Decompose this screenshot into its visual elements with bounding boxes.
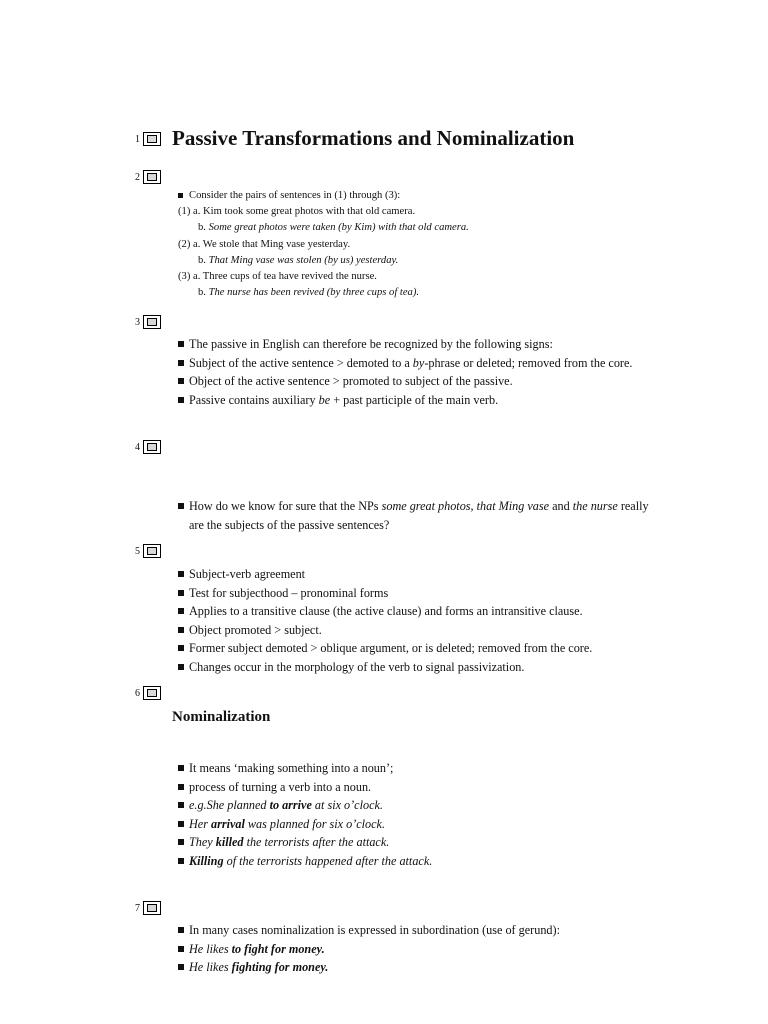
slide-marker-7[interactable] (128, 901, 161, 915)
example-2a: (2) a. We stole that Ming vase yesterday. (178, 238, 351, 250)
slide-number: 3 (135, 316, 140, 328)
list-item: He likes fighting for money. (176, 958, 676, 977)
list-item: Consider the pairs of sentences in (1) through (3): (176, 188, 676, 204)
slide-marker-6[interactable] (128, 686, 161, 700)
slide-marker-3[interactable] (128, 315, 161, 329)
bullet-icon (178, 503, 184, 509)
list-item: They killed the terrorists after the attack. (176, 833, 676, 852)
slide-number: 7 (135, 902, 140, 914)
bullet-icon (178, 821, 184, 827)
bullet-icon (178, 627, 184, 633)
list-item: Former subject demoted > oblique argument, or is deleted; removed from the core. (176, 639, 676, 658)
bullet-icon (178, 378, 184, 384)
example-1b: b. Some great photos were taken (by Kim) with that old camera. (198, 222, 469, 234)
slide-3-content (176, 335, 656, 409)
section-heading: Nominalization (172, 709, 271, 725)
example-3a: (3) a. Three cups of tea have revived the nurse. (178, 271, 377, 283)
bullet-icon (178, 645, 184, 651)
list-item: Passive contains auxiliary be + past participle of the main verb. (176, 391, 656, 410)
slide-thumbnail-icon[interactable] (143, 440, 161, 454)
list-item: Changes occur in the morphology of the verb to signal passivization. (176, 658, 676, 677)
slide-thumbnail-icon[interactable] (143, 132, 161, 146)
slide-6-content (176, 759, 676, 870)
list-item: Object of the active sentence > promoted to subject of the passive. (176, 372, 656, 391)
bullet-icon (178, 193, 183, 198)
list-item: He likes to fight for money. (176, 940, 676, 959)
list-item: How do we know for sure that the NPs some great photos, that Ming vase and the nurse really are the subjects of the passive sentences? (176, 497, 666, 534)
bullet-icon (178, 397, 184, 403)
list-item: Object promoted > subject. (176, 621, 676, 640)
slide-5-content (176, 565, 676, 676)
slide-thumbnail-icon[interactable] (143, 170, 161, 184)
slide-marker-2[interactable] (128, 170, 161, 184)
slide-marker-1[interactable] (128, 132, 161, 146)
list-item: Her arrival was planned for six o’clock. (176, 815, 676, 834)
list-item: Killing of the terrorists happened after the attack. (176, 852, 676, 871)
page-title: Passive Transformations and Nominalization (172, 126, 575, 150)
slide-thumbnail-icon[interactable] (143, 544, 161, 558)
slide-2-content (176, 188, 676, 301)
slide-thumbnail-icon[interactable] (143, 901, 161, 915)
list-item: Applies to a transitive clause (the active clause) and forms an intransitive clause. (176, 602, 676, 621)
slide-thumbnail-icon[interactable] (143, 315, 161, 329)
slide-7-content (176, 921, 676, 977)
bullet-icon (178, 839, 184, 845)
bullet-icon (178, 341, 184, 347)
bullet-icon (178, 590, 184, 596)
example-2b: b. That Ming vase was stolen (by us) yesterday. (198, 254, 399, 266)
slide-marker-5[interactable] (128, 544, 161, 558)
slide-number: 4 (135, 441, 140, 453)
bullet-icon (178, 927, 184, 933)
slide-marker-4[interactable] (128, 440, 161, 454)
bullet-icon (178, 664, 184, 670)
list-item: e.g.She planned to arrive at six o’clock. (176, 796, 676, 815)
bullet-icon (178, 964, 184, 970)
bullet-icon (178, 571, 184, 577)
list-item: It means ‘making something into a noun’; (176, 759, 676, 778)
bullet-icon (178, 360, 184, 366)
slide-4-content (176, 497, 666, 534)
list-item: Subject of the active sentence > demoted to a by-phrase or deleted; removed from the core. (176, 354, 656, 373)
list-item: In many cases nominalization is expressed in subordination (use of gerund): (176, 921, 676, 940)
bullet-icon (178, 802, 184, 808)
bullet-icon (178, 765, 184, 771)
list-item: The passive in English can therefore be recognized by the following signs: (176, 335, 656, 354)
example-1a: (1) a. Kim took some great photos with that old camera. (178, 206, 416, 218)
slide-number: 2 (135, 171, 140, 183)
slide-number: 6 (135, 687, 140, 699)
list-item: Test for subjecthood – pronominal forms (176, 584, 676, 603)
slide-number: 1 (135, 133, 140, 145)
example-3b: b. The nurse has been revived (by three cups of tea). (198, 287, 420, 299)
bullet-icon (178, 784, 184, 790)
slide-thumbnail-icon[interactable] (143, 686, 161, 700)
bullet-icon (178, 858, 184, 864)
bullet-icon (178, 608, 184, 614)
list-item: process of turning a verb into a noun. (176, 778, 676, 797)
bullet-icon (178, 946, 184, 952)
list-item: Subject-verb agreement (176, 565, 676, 584)
slide-number: 5 (135, 545, 140, 557)
